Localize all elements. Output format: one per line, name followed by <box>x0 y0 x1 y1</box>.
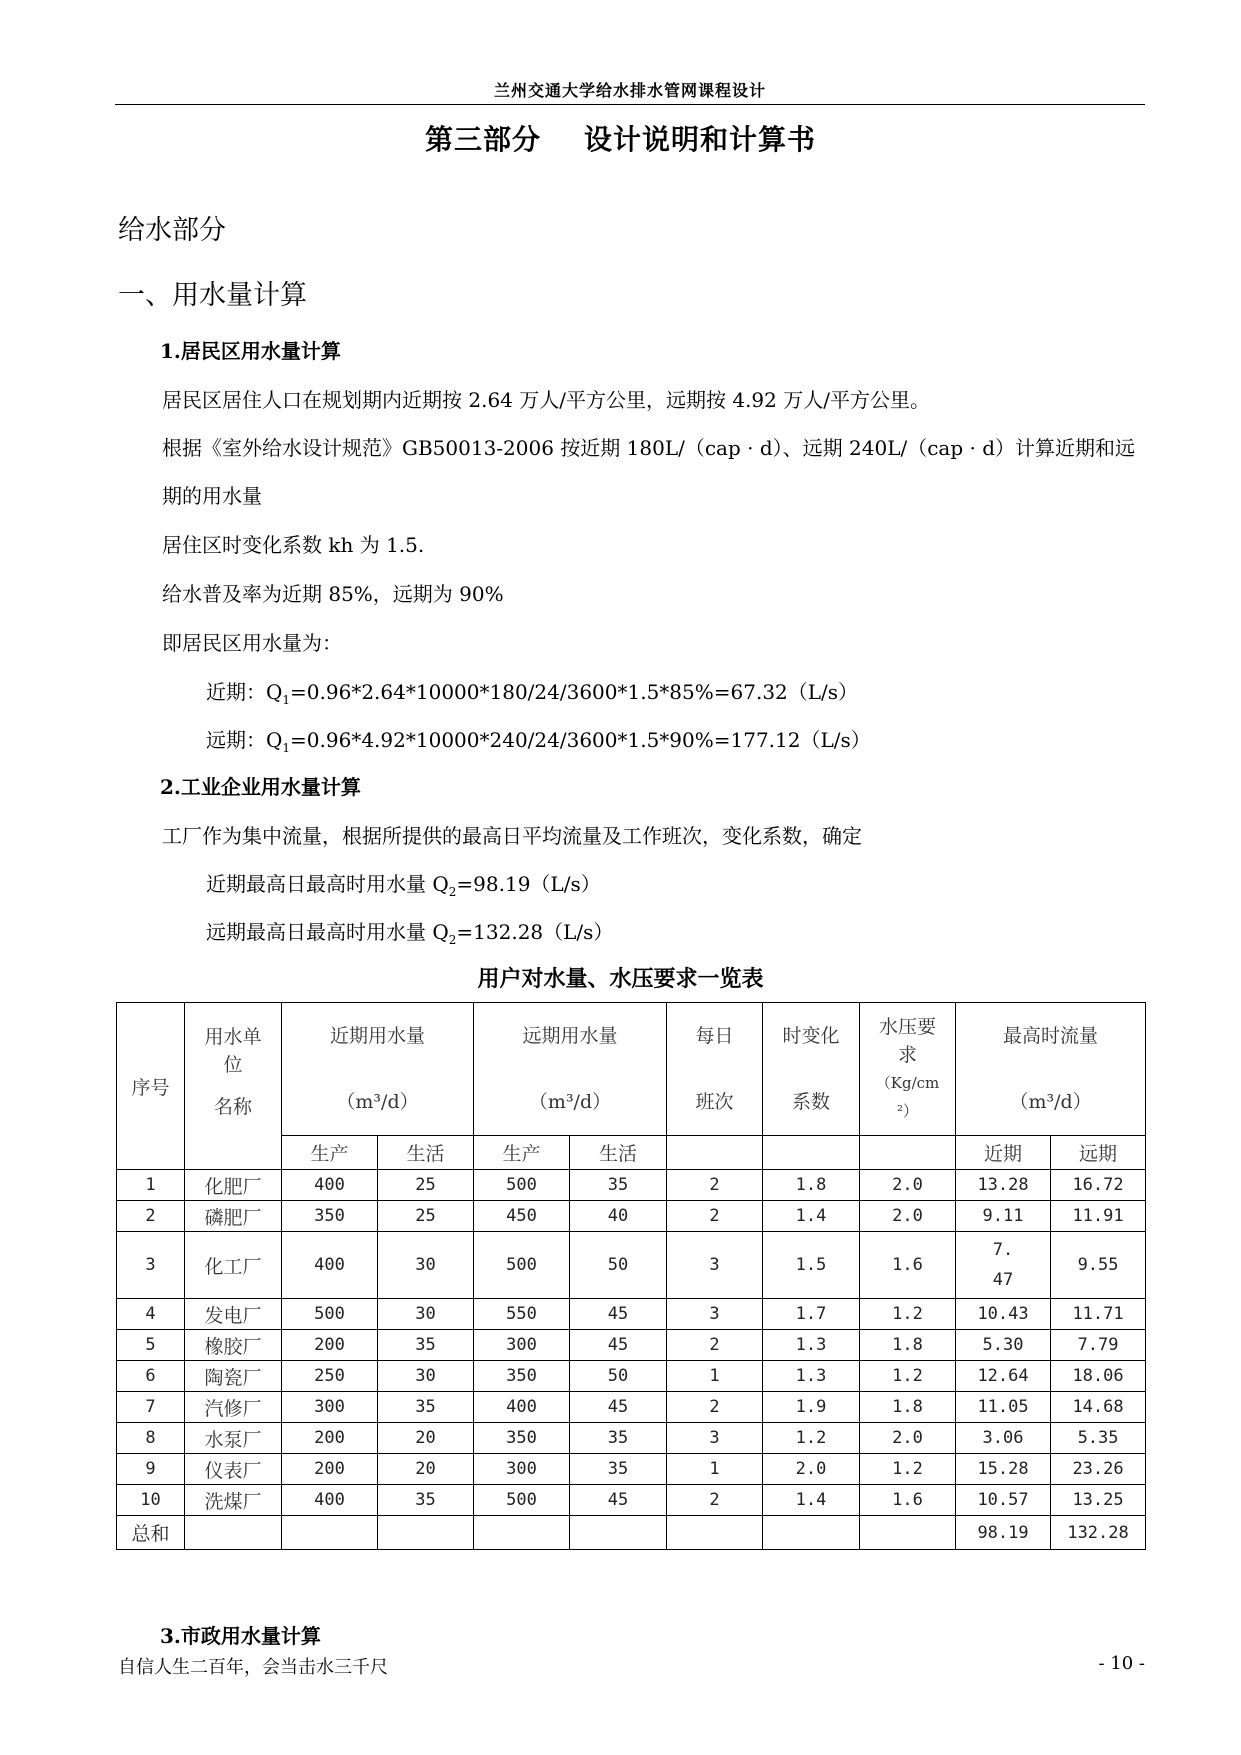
cell-nl: 30 <box>378 1299 474 1330</box>
cell-name: 水泵厂 <box>185 1423 282 1454</box>
cell-qf: 11.91 <box>1051 1201 1146 1232</box>
cell-fp: 500 <box>474 1232 570 1299</box>
cell-name: 磷肥厂 <box>185 1201 282 1232</box>
cell-shift: 1 <box>667 1361 763 1392</box>
cell-seq: 4 <box>117 1299 185 1330</box>
cell-nl: 25 <box>378 1170 474 1201</box>
total-flow-far: 132.28 <box>1051 1516 1146 1550</box>
cell-qf: 9.55 <box>1051 1232 1146 1299</box>
chapter-heading: 一、用水量计算 <box>118 280 307 311</box>
cell-qn-part: 7. <box>992 1240 1014 1260</box>
cell-seq: 6 <box>117 1361 185 1392</box>
cell-np: 400 <box>282 1485 378 1516</box>
cell-shift: 3 <box>667 1232 763 1299</box>
total-empty <box>378 1516 474 1550</box>
header-rule <box>115 104 1145 105</box>
total-empty <box>474 1516 570 1550</box>
subsection-2-heading: 2.工业企业用水量计算 <box>160 775 361 799</box>
cell-qf: 18.06 <box>1051 1361 1146 1392</box>
cell-press: 1.8 <box>860 1330 956 1361</box>
subheader-empty <box>667 1136 763 1170</box>
cell-qn: 12.64 <box>956 1361 1051 1392</box>
cell-name: 汽修厂 <box>185 1392 282 1423</box>
cell-fl: 45 <box>570 1299 667 1330</box>
subheader-flow-near: 近期 <box>956 1136 1051 1170</box>
cell-qn: 11.05 <box>956 1392 1051 1423</box>
cell-np: 400 <box>282 1170 378 1201</box>
cell-seq: 7 <box>117 1392 185 1423</box>
cell-np: 500 <box>282 1299 378 1330</box>
header-seq: 序号 <box>117 1003 185 1170</box>
cell-name: 化工厂 <box>185 1232 282 1299</box>
cell-coef: 1.3 <box>763 1361 860 1392</box>
header-shift: 每日 班次 <box>667 1003 763 1136</box>
cell-shift: 2 <box>667 1330 763 1361</box>
cell-fl: 45 <box>570 1392 667 1423</box>
cell-np: 250 <box>282 1361 378 1392</box>
total-empty <box>185 1516 282 1550</box>
cell-fp: 500 <box>474 1170 570 1201</box>
cell-press: 2.0 <box>860 1170 956 1201</box>
cell-fp: 300 <box>474 1454 570 1485</box>
cell-nl: 35 <box>378 1485 474 1516</box>
cell-qn: 13.28 <box>956 1170 1051 1201</box>
cell-coef: 1.4 <box>763 1485 860 1516</box>
cell-qn: 5.30 <box>956 1330 1051 1361</box>
table-row <box>117 1361 1146 1392</box>
footer-motto: 自信人生二百年，会当击水三千尺 <box>118 1657 388 1678</box>
running-header: 兰州交通大学给水排水管网课程设计 <box>493 81 766 100</box>
total-label: 总和 <box>117 1516 185 1550</box>
table-row <box>117 1201 1146 1232</box>
paragraph: 居民区居住人口在规划期内近期按 2.64 万人/平方公里，远期按 4.92 万人/平方公里。 <box>162 388 930 412</box>
cell-qn: 9.11 <box>956 1201 1051 1232</box>
cell-seq: 2 <box>117 1201 185 1232</box>
cell-seq: 9 <box>117 1454 185 1485</box>
cell-nl: 20 <box>378 1454 474 1485</box>
cell-seq: 8 <box>117 1423 185 1454</box>
subheader-far-prod: 生产 <box>474 1136 570 1170</box>
cell-np: 400 <box>282 1232 378 1299</box>
cell-shift: 3 <box>667 1299 763 1330</box>
cell-coef: 1.8 <box>763 1170 860 1201</box>
cell-press: 1.2 <box>860 1361 956 1392</box>
cell-nl: 20 <box>378 1423 474 1454</box>
cell-coef: 2.0 <box>763 1454 860 1485</box>
subheader-near-prod: 生产 <box>282 1136 378 1170</box>
cell-qf: 16.72 <box>1051 1170 1146 1201</box>
section-heading: 给水部分 <box>118 215 226 246</box>
cell-qf: 14.68 <box>1051 1392 1146 1423</box>
cell-press: 2.0 <box>860 1201 956 1232</box>
cell-qn: 10.57 <box>956 1485 1051 1516</box>
paragraph: 工厂作为集中流量，根据所提供的最高日平均流量及工作班次，变化系数，确定 <box>162 824 862 848</box>
cell-fp: 350 <box>474 1423 570 1454</box>
cell-press: 1.6 <box>860 1485 956 1516</box>
cell-press: 1.2 <box>860 1454 956 1485</box>
header-far-demand: 远期用水量 （m³/d） <box>474 1003 667 1136</box>
table-row <box>117 1423 1146 1454</box>
cell-nl: 25 <box>378 1201 474 1232</box>
cell-np: 200 <box>282 1423 378 1454</box>
cell-fl: 35 <box>570 1423 667 1454</box>
subsection-3-heading: 3.市政用水量计算 <box>160 1624 321 1648</box>
header-pressure: 水压要 求 （Kg/cm ²） <box>860 1003 956 1136</box>
cell-coef: 1.9 <box>763 1392 860 1423</box>
cell-press: 2.0 <box>860 1423 956 1454</box>
cell-coef: 1.4 <box>763 1201 860 1232</box>
cell-press: 1.2 <box>860 1299 956 1330</box>
subheader-far-life: 生活 <box>570 1136 667 1170</box>
table-row <box>117 1232 1146 1299</box>
cell-coef: 1.5 <box>763 1232 860 1299</box>
paragraph: 给水普及率为近期 85%，远期为 90% <box>162 582 504 606</box>
cell-fp: 550 <box>474 1299 570 1330</box>
formula-far: 远期：$Q_1=0.96*4.92*10000*240/24/3600*1.5*90\%=177.12(L/s)$ <box>206 728 871 755</box>
table-row <box>117 1485 1146 1516</box>
header-near-demand: 近期用水量 （m³/d） <box>282 1003 474 1136</box>
cell-shift: 1 <box>667 1454 763 1485</box>
table-row <box>117 1330 1146 1361</box>
cell-shift: 3 <box>667 1423 763 1454</box>
cell-press: 1.8 <box>860 1392 956 1423</box>
cell-fl: 35 <box>570 1170 667 1201</box>
cell-shift: 2 <box>667 1170 763 1201</box>
table-title: 用户对水量、水压要求一览表 <box>477 967 764 992</box>
cell-coef: 1.2 <box>763 1423 860 1454</box>
cell-seq: 10 <box>117 1485 185 1516</box>
cell-seq: 1 <box>117 1170 185 1201</box>
cell-fp: 400 <box>474 1392 570 1423</box>
page-number: - 10 - <box>1098 1653 1145 1674</box>
subheader-empty <box>763 1136 860 1170</box>
cell-fl: 45 <box>570 1330 667 1361</box>
subheader-empty <box>860 1136 956 1170</box>
cell-press: 1.6 <box>860 1232 956 1299</box>
water-demand-table <box>116 1002 1146 1550</box>
cell-name: 仪表厂 <box>185 1454 282 1485</box>
subsection-1-heading: 1.居民区用水量计算 <box>160 339 341 363</box>
cell-qn <box>956 1232 1051 1299</box>
cell-np: 200 <box>282 1454 378 1485</box>
cell-qf: 23.26 <box>1051 1454 1146 1485</box>
cell-fl: 50 <box>570 1232 667 1299</box>
cell-qf: 13.25 <box>1051 1485 1146 1516</box>
formula-far: 远期最高日最高时用水量 $Q_2=132.28(L/s)$ <box>206 920 614 947</box>
cell-qn: 15.28 <box>956 1454 1051 1485</box>
cell-qf: 11.71 <box>1051 1299 1146 1330</box>
cell-qn: 3.06 <box>956 1423 1051 1454</box>
total-empty <box>763 1516 860 1550</box>
table-row <box>117 1454 1146 1485</box>
cell-name: 发电厂 <box>185 1299 282 1330</box>
formula-near: 近期：$Q_1=0.96*2.64*10000*180/24/3600*1.5*85\%=67.32(L/s)$ <box>206 680 859 707</box>
cell-name: 橡胶厂 <box>185 1330 282 1361</box>
cell-fl: 35 <box>570 1454 667 1485</box>
cell-name: 化肥厂 <box>185 1170 282 1201</box>
cell-seq: 5 <box>117 1330 185 1361</box>
cell-seq: 3 <box>117 1232 185 1299</box>
cell-qn: 10.43 <box>956 1299 1051 1330</box>
cell-nl: 35 <box>378 1392 474 1423</box>
cell-coef: 1.3 <box>763 1330 860 1361</box>
paragraph: 即居民区用水量为： <box>162 631 342 655</box>
header-unit: 用水单 位 名称 <box>185 1003 282 1170</box>
cell-fl: 45 <box>570 1485 667 1516</box>
formula-near: 近期最高日最高时用水量 $Q_2=98.19(L/s)$ <box>206 872 601 899</box>
total-empty <box>282 1516 378 1550</box>
cell-qf: 5.35 <box>1051 1423 1146 1454</box>
subheader-flow-far: 远期 <box>1051 1136 1146 1170</box>
cell-shift: 2 <box>667 1201 763 1232</box>
cell-fp: 350 <box>474 1361 570 1392</box>
cell-fp: 300 <box>474 1330 570 1361</box>
table-row <box>117 1299 1146 1330</box>
total-empty <box>860 1516 956 1550</box>
table-row <box>117 1170 1146 1201</box>
total-flow-near: 98.19 <box>956 1516 1051 1550</box>
subheader-near-life: 生活 <box>378 1136 474 1170</box>
cell-shift: 2 <box>667 1485 763 1516</box>
cell-fp: 500 <box>474 1485 570 1516</box>
total-empty <box>667 1516 763 1550</box>
cell-name: 陶瓷厂 <box>185 1361 282 1392</box>
cell-coef: 1.7 <box>763 1299 860 1330</box>
paragraph: 期的用水量 <box>162 484 262 508</box>
cell-nl: 35 <box>378 1330 474 1361</box>
cell-nl: 30 <box>378 1232 474 1299</box>
cell-fl: 40 <box>570 1201 667 1232</box>
cell-fp: 450 <box>474 1201 570 1232</box>
cell-name: 洗煤厂 <box>185 1485 282 1516</box>
cell-np: 350 <box>282 1201 378 1232</box>
cell-np: 200 <box>282 1330 378 1361</box>
total-empty <box>570 1516 667 1550</box>
header-max-flow: 最高时流量 （m³/d） <box>956 1003 1146 1136</box>
cell-np: 300 <box>282 1392 378 1423</box>
cell-qn-part: 47 <box>992 1270 1014 1290</box>
cell-qf: 7.79 <box>1051 1330 1146 1361</box>
paragraph: 居住区时变化系数 kh 为 1.5. <box>162 533 425 557</box>
header-coef: 时变化 系数 <box>763 1003 860 1136</box>
table-row <box>117 1392 1146 1423</box>
cell-fl: 50 <box>570 1361 667 1392</box>
cell-nl: 30 <box>378 1361 474 1392</box>
page-title: 第三部分 设计说明和计算书 <box>425 123 816 156</box>
cell-shift: 2 <box>667 1392 763 1423</box>
paragraph: 根据《室外给水设计规范》GB50013-2006 按近期 180L/（cap · d）、远期 240L/（cap · d）计算近期和远 <box>162 436 1136 460</box>
